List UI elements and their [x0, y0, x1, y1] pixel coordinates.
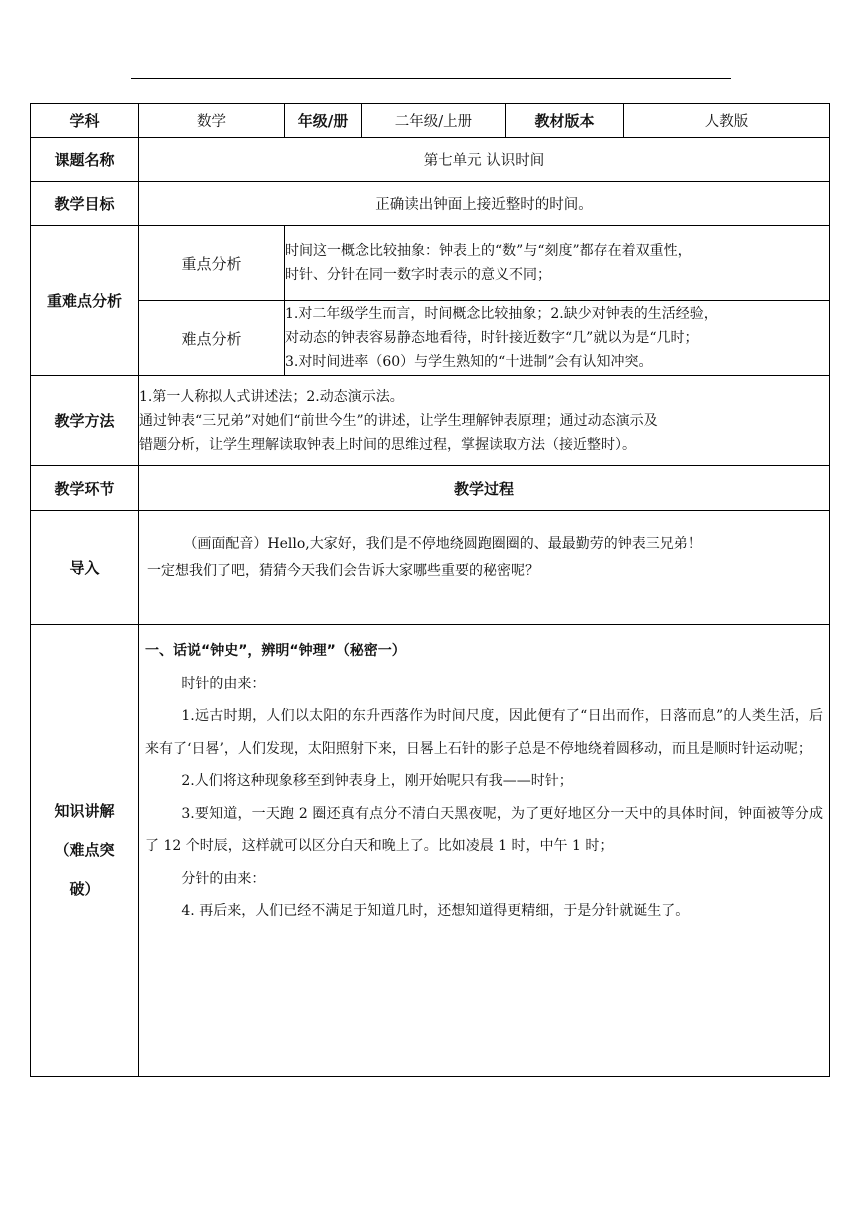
knowledge-heading: 一、话说“钟史”，辨明“钟理”（秘密一） — [145, 643, 406, 659]
intro-row — [31, 511, 830, 625]
lesson-title-row — [31, 138, 830, 182]
subject-label: 学科 — [31, 104, 139, 138]
key-analysis-line: 时间这一概念比较抽象：钟表上的“数”与“刻度”都存在着双重性， — [285, 243, 692, 259]
goal-label: 教学目标 — [31, 182, 139, 226]
key-analysis-row — [31, 226, 830, 301]
method-line: 1.第一人称拟人式讲述法；2.动态演示法。 — [139, 388, 404, 405]
edition-label: 教材版本 — [506, 104, 624, 138]
hour-hand-origin-heading: 时针的由来： — [181, 675, 266, 692]
intro-label: 导入 — [31, 511, 139, 625]
knowledge-label-line: 知识讲解 — [54, 802, 115, 820]
method-row — [31, 376, 830, 466]
knowledge-content — [139, 625, 830, 1077]
edition-value: 人教版 — [624, 104, 830, 138]
knowledge-label-line: （难点突 — [54, 841, 115, 859]
header-row — [31, 104, 830, 138]
process-stage-label: 教学环节 — [31, 466, 139, 511]
subject-value: 数学 — [139, 104, 285, 138]
key-analysis-line: 时针、分针在同一数字时表示的意义不同； — [285, 267, 551, 283]
minute-hand-origin-heading: 分针的由来： — [181, 870, 266, 887]
knowledge-paragraph: 3.要知道，一天跑 2 圈还真有点分不清白天黑夜呢，为了更好地区分一天中的具体时间，钟面被等分成了 12 个时辰，这样就可以区分白天和晚上了。比如凌晨 1 时，中午 1 时； — [145, 805, 823, 854]
knowledge-paragraph: 1.远古时期，人们以太阳的东升西落作为时间尺度，因此便有了“日出而作，日落而息”的人类生活，后来有了‘日晷’，人们发现，太阳照射下来，日晷上石针的影子总是不停地绕着圆移动，而且是顺时针运动呢； — [145, 708, 823, 757]
difficult-analysis-line: 1.对二年级学生而言，时间概念比较抽象；2.缺少对钟表的生活经验， — [285, 306, 718, 322]
knowledge-label-line: 破） — [69, 880, 100, 898]
lesson-title-label: 课题名称 — [31, 138, 139, 182]
intro-line: （画面配音）Hello,大家好，我们是不停地绕圆跑圈圈的、最最勤劳的钟表三兄弟！ — [183, 536, 702, 552]
knowledge-paragraph: 2.人们将这种现象移至到钟表身上，刚开始呢只有我——时针； — [181, 773, 573, 789]
analysis-label: 重难点分析 — [31, 226, 139, 376]
grade-label: 年级/册 — [285, 104, 362, 138]
key-analysis-label: 重点分析 — [139, 226, 285, 301]
intro-line: 一定想我们了吧，猜猜今天我们会告诉大家哪些重要的秘密呢？ — [147, 563, 539, 579]
process-header-row — [31, 466, 830, 511]
knowledge-row — [31, 625, 830, 1077]
difficult-analysis-line: 3.对时间进率（60）与学生熟知的“十进制”会有认知冲突。 — [285, 354, 653, 370]
method-line: 错题分析，让学生理解读取钟表上时间的思维过程，掌握读取方法（接近整时）。 — [139, 436, 636, 453]
process-content-label: 教学过程 — [139, 466, 830, 511]
difficult-analysis-line: 对动态的钟表容易静态地看待，时针接近数字“几”就以为是“几时； — [285, 330, 699, 346]
header-rule — [131, 78, 731, 79]
lesson-plan-table — [30, 103, 830, 1077]
method-label: 教学方法 — [31, 376, 139, 466]
knowledge-paragraph: 4. 再后来，人们已经不满足于知道几时，还想知道得更精细，于是分针就诞生了。 — [181, 903, 690, 919]
method-line: 通过钟表“三兄弟”对她们“前世今生”的讲述，让学生理解钟表原理；通过动态演示及 — [139, 412, 658, 429]
difficult-analysis-content — [285, 301, 830, 376]
difficult-analysis-label: 难点分析 — [139, 301, 285, 376]
knowledge-label — [31, 625, 139, 1077]
goal-row — [31, 182, 830, 226]
key-analysis-content — [285, 226, 830, 301]
lesson-title-value: 第七单元 认识时间 — [139, 138, 830, 182]
grade-value: 二年级/上册 — [362, 104, 506, 138]
method-content — [139, 376, 830, 466]
intro-content — [139, 511, 830, 625]
goal-value: 正确读出钟面上接近整时的时间。 — [139, 182, 830, 226]
difficult-analysis-row — [31, 301, 830, 376]
